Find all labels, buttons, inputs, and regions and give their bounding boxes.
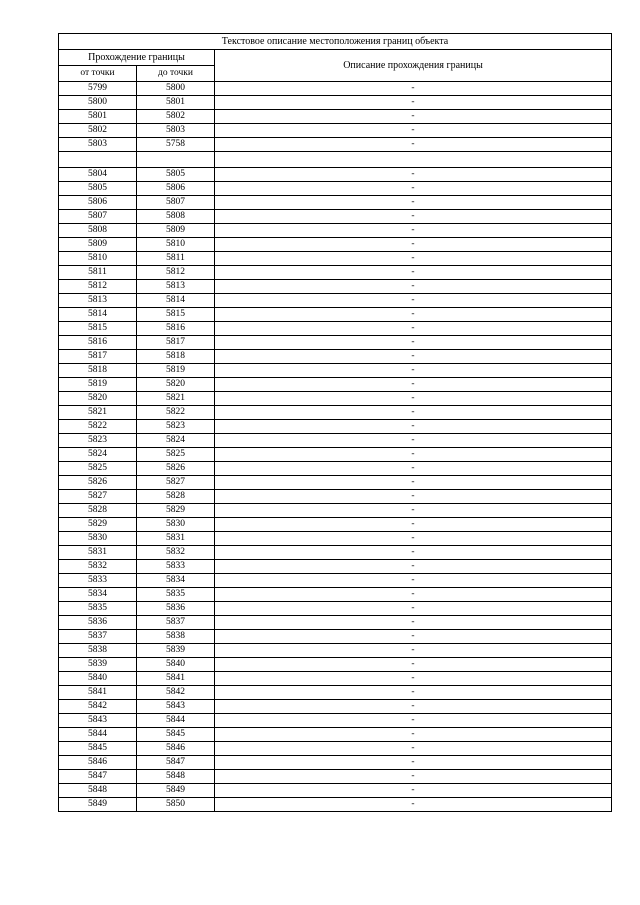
from-point-cell: 5807 (59, 210, 137, 224)
to-point-cell: 5808 (137, 210, 215, 224)
description-cell: - (215, 518, 612, 532)
description-cell: - (215, 742, 612, 756)
table-row (59, 182, 612, 196)
to-point-cell: 5847 (137, 756, 215, 770)
from-point-cell: 5818 (59, 364, 137, 378)
description-cell: - (215, 588, 612, 602)
description-cell: - (215, 546, 612, 560)
description-cell: - (215, 504, 612, 518)
to-point-cell: 5814 (137, 294, 215, 308)
from-point-cell: 5801 (59, 110, 137, 124)
to-point-cell (137, 152, 215, 168)
to-point-cell: 5840 (137, 658, 215, 672)
from-point-cell: 5840 (59, 672, 137, 686)
description-cell: - (215, 266, 612, 280)
to-point-cell: 5838 (137, 630, 215, 644)
from-point-cell: 5806 (59, 196, 137, 210)
description-cell: - (215, 124, 612, 138)
from-point-cell: 5832 (59, 560, 137, 574)
description-cell: - (215, 714, 612, 728)
from-point-cell: 5809 (59, 238, 137, 252)
description-cell: - (215, 322, 612, 336)
description-cell: - (215, 280, 612, 294)
to-point-cell: 5815 (137, 308, 215, 322)
from-point-cell: 5846 (59, 756, 137, 770)
table-row (59, 308, 612, 322)
to-point-cell: 5800 (137, 82, 215, 96)
table-row (59, 294, 612, 308)
from-point-cell: 5810 (59, 252, 137, 266)
table-row (59, 658, 612, 672)
from-point-cell: 5803 (59, 138, 137, 152)
table-row (59, 756, 612, 770)
table-row (59, 476, 612, 490)
table-row (59, 546, 612, 560)
description-cell: - (215, 602, 612, 616)
table-row (59, 462, 612, 476)
description-cell: - (215, 574, 612, 588)
from-point-cell: 5821 (59, 406, 137, 420)
from-point-cell: 5828 (59, 504, 137, 518)
description-cell: - (215, 252, 612, 266)
description-cell: - (215, 700, 612, 714)
description-cell: - (215, 672, 612, 686)
from-point-cell: 5839 (59, 658, 137, 672)
table-row (59, 448, 612, 462)
to-point-cell: 5809 (137, 224, 215, 238)
from-point-cell: 5834 (59, 588, 137, 602)
table-row (59, 672, 612, 686)
from-point-cell: 5814 (59, 308, 137, 322)
description-cell: - (215, 110, 612, 124)
to-point-cell: 5848 (137, 770, 215, 784)
from-point-cell: 5823 (59, 434, 137, 448)
description-cell: - (215, 224, 612, 238)
from-point-cell: 5845 (59, 742, 137, 756)
to-point-cell: 5812 (137, 266, 215, 280)
table-row (59, 168, 612, 182)
description-cell: - (215, 756, 612, 770)
description-cell: - (215, 196, 612, 210)
to-point-cell: 5806 (137, 182, 215, 196)
to-point-cell: 5833 (137, 560, 215, 574)
to-point-cell: 5849 (137, 784, 215, 798)
to-point-cell: 5830 (137, 518, 215, 532)
description-cell: - (215, 182, 612, 196)
table-row (59, 152, 612, 168)
from-point-cell: 5819 (59, 378, 137, 392)
to-point-cell: 5758 (137, 138, 215, 152)
to-point-cell: 5835 (137, 588, 215, 602)
from-point-cell: 5813 (59, 294, 137, 308)
to-point-cell: 5816 (137, 322, 215, 336)
to-point-cell: 5821 (137, 392, 215, 406)
from-point-cell: 5844 (59, 728, 137, 742)
to-point-cell: 5826 (137, 462, 215, 476)
from-point-cell: 5804 (59, 168, 137, 182)
table-row (59, 532, 612, 546)
description-cell: - (215, 784, 612, 798)
to-point-cell: 5819 (137, 364, 215, 378)
table-row (59, 798, 612, 812)
description-cell: - (215, 350, 612, 364)
to-point-cell: 5844 (137, 714, 215, 728)
description-cell: - (215, 82, 612, 96)
to-point-cell: 5803 (137, 124, 215, 138)
to-point-cell: 5843 (137, 700, 215, 714)
to-point-cell: 5823 (137, 420, 215, 434)
from-point-cell: 5808 (59, 224, 137, 238)
description-cell: - (215, 490, 612, 504)
table-row (59, 124, 612, 138)
table-row (59, 196, 612, 210)
from-point-cell: 5811 (59, 266, 137, 280)
table-row (59, 238, 612, 252)
description-cell: - (215, 168, 612, 182)
table-row (59, 700, 612, 714)
from-point-cell: 5835 (59, 602, 137, 616)
description-cell: - (215, 448, 612, 462)
from-point-cell: 5817 (59, 350, 137, 364)
table-row (59, 616, 612, 630)
table-row (59, 714, 612, 728)
table-row (59, 336, 612, 350)
from-point-cell: 5802 (59, 124, 137, 138)
to-point-cell: 5839 (137, 644, 215, 658)
from-point-cell: 5825 (59, 462, 137, 476)
description-cell: - (215, 406, 612, 420)
to-point-cell: 5841 (137, 672, 215, 686)
from-point-cell: 5822 (59, 420, 137, 434)
table-row (59, 364, 612, 378)
description-cell: - (215, 770, 612, 784)
to-point-cell: 5836 (137, 602, 215, 616)
from-point-cell: 5816 (59, 336, 137, 350)
table-row (59, 378, 612, 392)
table-body (59, 82, 612, 812)
table-row (59, 770, 612, 784)
description-cell: - (215, 238, 612, 252)
to-point-cell: 5807 (137, 196, 215, 210)
description-cell: - (215, 686, 612, 700)
to-point-cell: 5813 (137, 280, 215, 294)
to-point-cell: 5825 (137, 448, 215, 462)
description-cell: - (215, 294, 612, 308)
to-point-cell: 5805 (137, 168, 215, 182)
to-point-cell: 5810 (137, 238, 215, 252)
description-cell: - (215, 658, 612, 672)
table-row (59, 560, 612, 574)
table-row (59, 350, 612, 364)
to-point-cell: 5829 (137, 504, 215, 518)
to-point-cell: 5802 (137, 110, 215, 124)
table-row (59, 210, 612, 224)
description-cell: - (215, 560, 612, 574)
from-point-cell: 5826 (59, 476, 137, 490)
table-row (59, 574, 612, 588)
from-point-cell: 5829 (59, 518, 137, 532)
description-cell: - (215, 434, 612, 448)
from-point-cell: 5841 (59, 686, 137, 700)
table-row (59, 644, 612, 658)
boundary-passage-header: Прохождение границы (59, 50, 215, 66)
description-cell: - (215, 378, 612, 392)
from-point-cell: 5812 (59, 280, 137, 294)
from-point-cell: 5824 (59, 448, 137, 462)
from-point-cell: 5843 (59, 714, 137, 728)
table-row (59, 588, 612, 602)
description-cell: - (215, 644, 612, 658)
description-cell (215, 152, 612, 168)
description-cell: - (215, 210, 612, 224)
from-point-cell: 5815 (59, 322, 137, 336)
from-point-cell: 5805 (59, 182, 137, 196)
description-cell: - (215, 392, 612, 406)
description-cell: - (215, 462, 612, 476)
to-point-cell: 5827 (137, 476, 215, 490)
from-point-cell: 5838 (59, 644, 137, 658)
table-row (59, 138, 612, 152)
table-row (59, 406, 612, 420)
description-cell: - (215, 532, 612, 546)
to-point-cell: 5832 (137, 546, 215, 560)
table-row (59, 252, 612, 266)
description-column-header: Описание прохождения границы (215, 50, 612, 82)
to-point-cell: 5846 (137, 742, 215, 756)
to-point-cell: 5834 (137, 574, 215, 588)
table-row (59, 518, 612, 532)
description-cell: - (215, 308, 612, 322)
table-row (59, 280, 612, 294)
description-cell: - (215, 728, 612, 742)
from-point-cell (59, 152, 137, 168)
description-cell: - (215, 336, 612, 350)
table-row (59, 490, 612, 504)
to-point-cell: 5817 (137, 336, 215, 350)
from-point-cell: 5836 (59, 616, 137, 630)
to-point-cell: 5831 (137, 532, 215, 546)
description-cell: - (215, 364, 612, 378)
table-row (59, 434, 612, 448)
boundary-description-table (58, 33, 612, 812)
table-row (59, 420, 612, 434)
to-point-cell: 5837 (137, 616, 215, 630)
table-row (59, 392, 612, 406)
to-point-cell: 5828 (137, 490, 215, 504)
from-point-cell: 5800 (59, 96, 137, 110)
to-point-cell: 5842 (137, 686, 215, 700)
from-point-cell: 5842 (59, 700, 137, 714)
table-row (59, 96, 612, 110)
table-row (59, 630, 612, 644)
from-point-cell: 5831 (59, 546, 137, 560)
from-point-cell: 5837 (59, 630, 137, 644)
description-cell: - (215, 798, 612, 812)
table-row (59, 686, 612, 700)
table-row (59, 266, 612, 280)
description-cell: - (215, 476, 612, 490)
description-cell: - (215, 630, 612, 644)
to-point-cell: 5818 (137, 350, 215, 364)
description-cell: - (215, 96, 612, 110)
from-point-cell: 5848 (59, 784, 137, 798)
description-cell: - (215, 616, 612, 630)
table-row (59, 322, 612, 336)
to-point-cell: 5811 (137, 252, 215, 266)
table-row (59, 82, 612, 96)
to-point-column-header: до точки (137, 66, 215, 82)
to-point-cell: 5822 (137, 406, 215, 420)
table-row (59, 728, 612, 742)
table-row (59, 224, 612, 238)
from-point-column-header: от точки (59, 66, 137, 82)
from-point-cell: 5799 (59, 82, 137, 96)
from-point-cell: 5827 (59, 490, 137, 504)
from-point-cell: 5820 (59, 392, 137, 406)
to-point-cell: 5850 (137, 798, 215, 812)
table-row (59, 110, 612, 124)
from-point-cell: 5849 (59, 798, 137, 812)
to-point-cell: 5845 (137, 728, 215, 742)
from-point-cell: 5833 (59, 574, 137, 588)
table-row (59, 742, 612, 756)
to-point-cell: 5801 (137, 96, 215, 110)
to-point-cell: 5820 (137, 378, 215, 392)
document-page (58, 33, 611, 812)
table-row (59, 602, 612, 616)
table-row (59, 504, 612, 518)
table-title: Текстовое описание местоположения границ объекта (59, 34, 612, 50)
to-point-cell: 5824 (137, 434, 215, 448)
description-cell: - (215, 420, 612, 434)
description-cell: - (215, 138, 612, 152)
from-point-cell: 5847 (59, 770, 137, 784)
table-row (59, 784, 612, 798)
from-point-cell: 5830 (59, 532, 137, 546)
